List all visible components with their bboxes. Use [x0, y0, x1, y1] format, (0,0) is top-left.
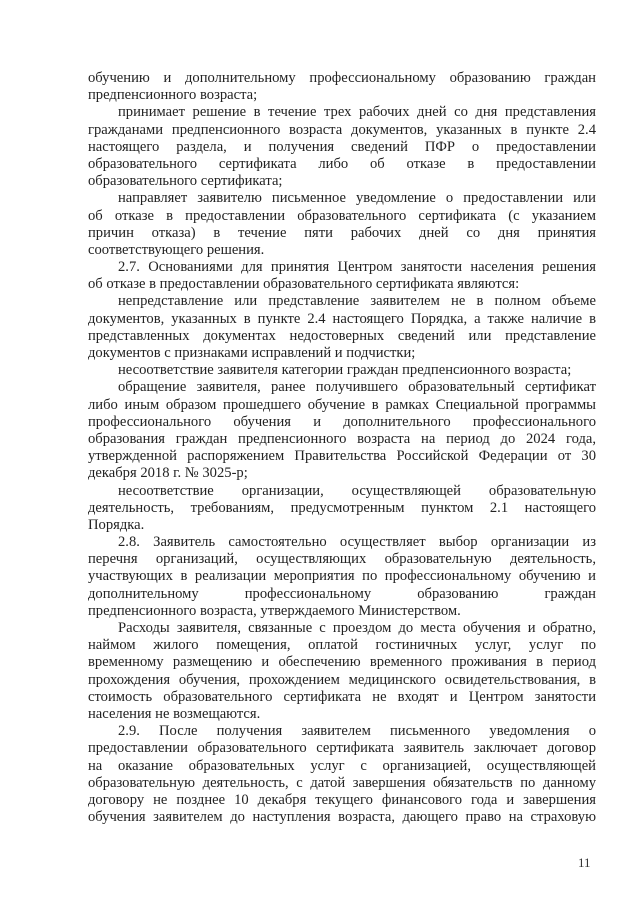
text-line: направляет заявителю письменное уведомление о предоставлении или: [118, 190, 596, 207]
text-line: населения не возмещаются.: [88, 705, 261, 722]
text-line: обучению и дополнительному профессиональному образованию граждан: [88, 70, 596, 86]
paragraph: [88, 534, 596, 620]
text-line: несоответствие организации, осуществляющей образовательную: [118, 482, 596, 499]
text-line: принимает решение в течение трех рабочих дней со дня представления: [118, 104, 596, 121]
text-line: непредставление или представление заявителем не в полном объеме: [118, 293, 596, 310]
text-line: Порядка.: [88, 516, 145, 533]
paragraph: [88, 70, 596, 104]
text-line: стоимость образовательного сертификата не входят и Центром занятости: [88, 688, 596, 705]
text-line: деятельность, требованиям, предусмотренным пунктом 2.1 настоящего: [88, 499, 596, 516]
text-line: 2.7. Основаниями для принятия Центром занятости населения решения: [118, 259, 596, 276]
text-line: декабря 2018 г. № 3025-р;: [88, 465, 248, 482]
text-line: либо иным образом прошедшего обучение в рамках Специальной программы: [88, 396, 596, 413]
text-line: образования граждан предпенсионного возраста на период до 2024 года,: [88, 430, 596, 447]
paragraph: [88, 483, 596, 535]
text-line: об отказе в предоставлении образовательного сертификата являются:: [88, 276, 520, 293]
text-line: соответствующего решения.: [88, 241, 265, 258]
text-line: наймом жилого помещения, оплатой гостиничных услуг, услуг по: [88, 637, 596, 654]
text-line: гражданами предпенсионного возраста документов, указанных в пункте 2.4: [88, 121, 596, 138]
text-line: утвержденной распоряжением Правительства Российской Федерации от 30: [88, 448, 596, 465]
text-line: документов, указанных в пункте 2.4 настоящего Порядка, а также наличие в: [88, 310, 596, 327]
text-line: об отказе в предоставлении образовательного сертификата (с указанием: [88, 207, 596, 224]
text-line: участвующих в реализации мероприятия по профессиональному обучению и: [88, 568, 596, 585]
paragraph: [88, 293, 596, 362]
text-line: обучения заявителем до наступления возраста, дающего право на страховую: [88, 809, 596, 826]
text-line: обращение заявителя, ранее получившего образовательный сертификат: [118, 379, 596, 396]
text-line: образовательную деятельность, с датой завершения обязательств по данному: [88, 774, 596, 791]
paragraph: [88, 259, 596, 293]
text-line: временному размещению и обеспечению временного проживания в период: [88, 654, 596, 671]
text-line: 2.8. Заявитель самостоятельно осуществляет выбор организации из: [118, 534, 596, 551]
text-line: прохождения обучения, прохождением медицинского освидетельствования, в: [88, 671, 596, 688]
text-line: дополнительному профессиональному образованию граждан: [88, 585, 596, 602]
text-line: причин отказа) в течение пяти рабочих дней со дня принятия: [88, 224, 596, 241]
text-line: профессионального обучения и дополнительного профессионального: [88, 413, 596, 430]
text-line: предоставлении образовательного сертификата заявитель заключает договор: [88, 740, 596, 757]
text-line: образовательного сертификата;: [88, 173, 283, 190]
text-line: предпенсионного возраста;: [88, 87, 258, 104]
paragraph: [88, 723, 596, 826]
paragraph: [88, 362, 596, 379]
text-line: документов с признаками исправлений и подчистки;: [88, 345, 416, 361]
text-line: перечня организаций, осуществляющих образовательную деятельность,: [88, 551, 596, 568]
text-line: на оказание образовательных услуг с организацией, осуществляющей: [88, 757, 596, 774]
text-line: представленных документах недостоверных сведений или представление: [88, 327, 596, 344]
text-line: настоящего раздела, и получения сведений ПФР о предоставлении: [88, 138, 596, 155]
paragraph: [88, 104, 596, 190]
paragraph: [88, 379, 596, 482]
text-line: договору не позднее 10 декабря текущего финансового года и завершения: [88, 791, 596, 808]
text-line: несоответствие заявителя категории граждан предпенсионного возраста;: [118, 362, 572, 379]
text-line: образовательного сертификата либо об отказе в предоставлении: [88, 155, 596, 172]
text-line: предпенсионного возраста, утверждаемого Министерством.: [88, 602, 461, 619]
paragraph: [88, 620, 596, 723]
text-line: 2.9. После получения заявителем письменного уведомления о: [118, 723, 596, 740]
document-body: [88, 70, 596, 826]
paragraph: [88, 190, 596, 259]
page-number: 11: [578, 855, 591, 870]
text-line: Расходы заявителя, связанные с проездом до места обучения и обратно,: [118, 620, 596, 636]
